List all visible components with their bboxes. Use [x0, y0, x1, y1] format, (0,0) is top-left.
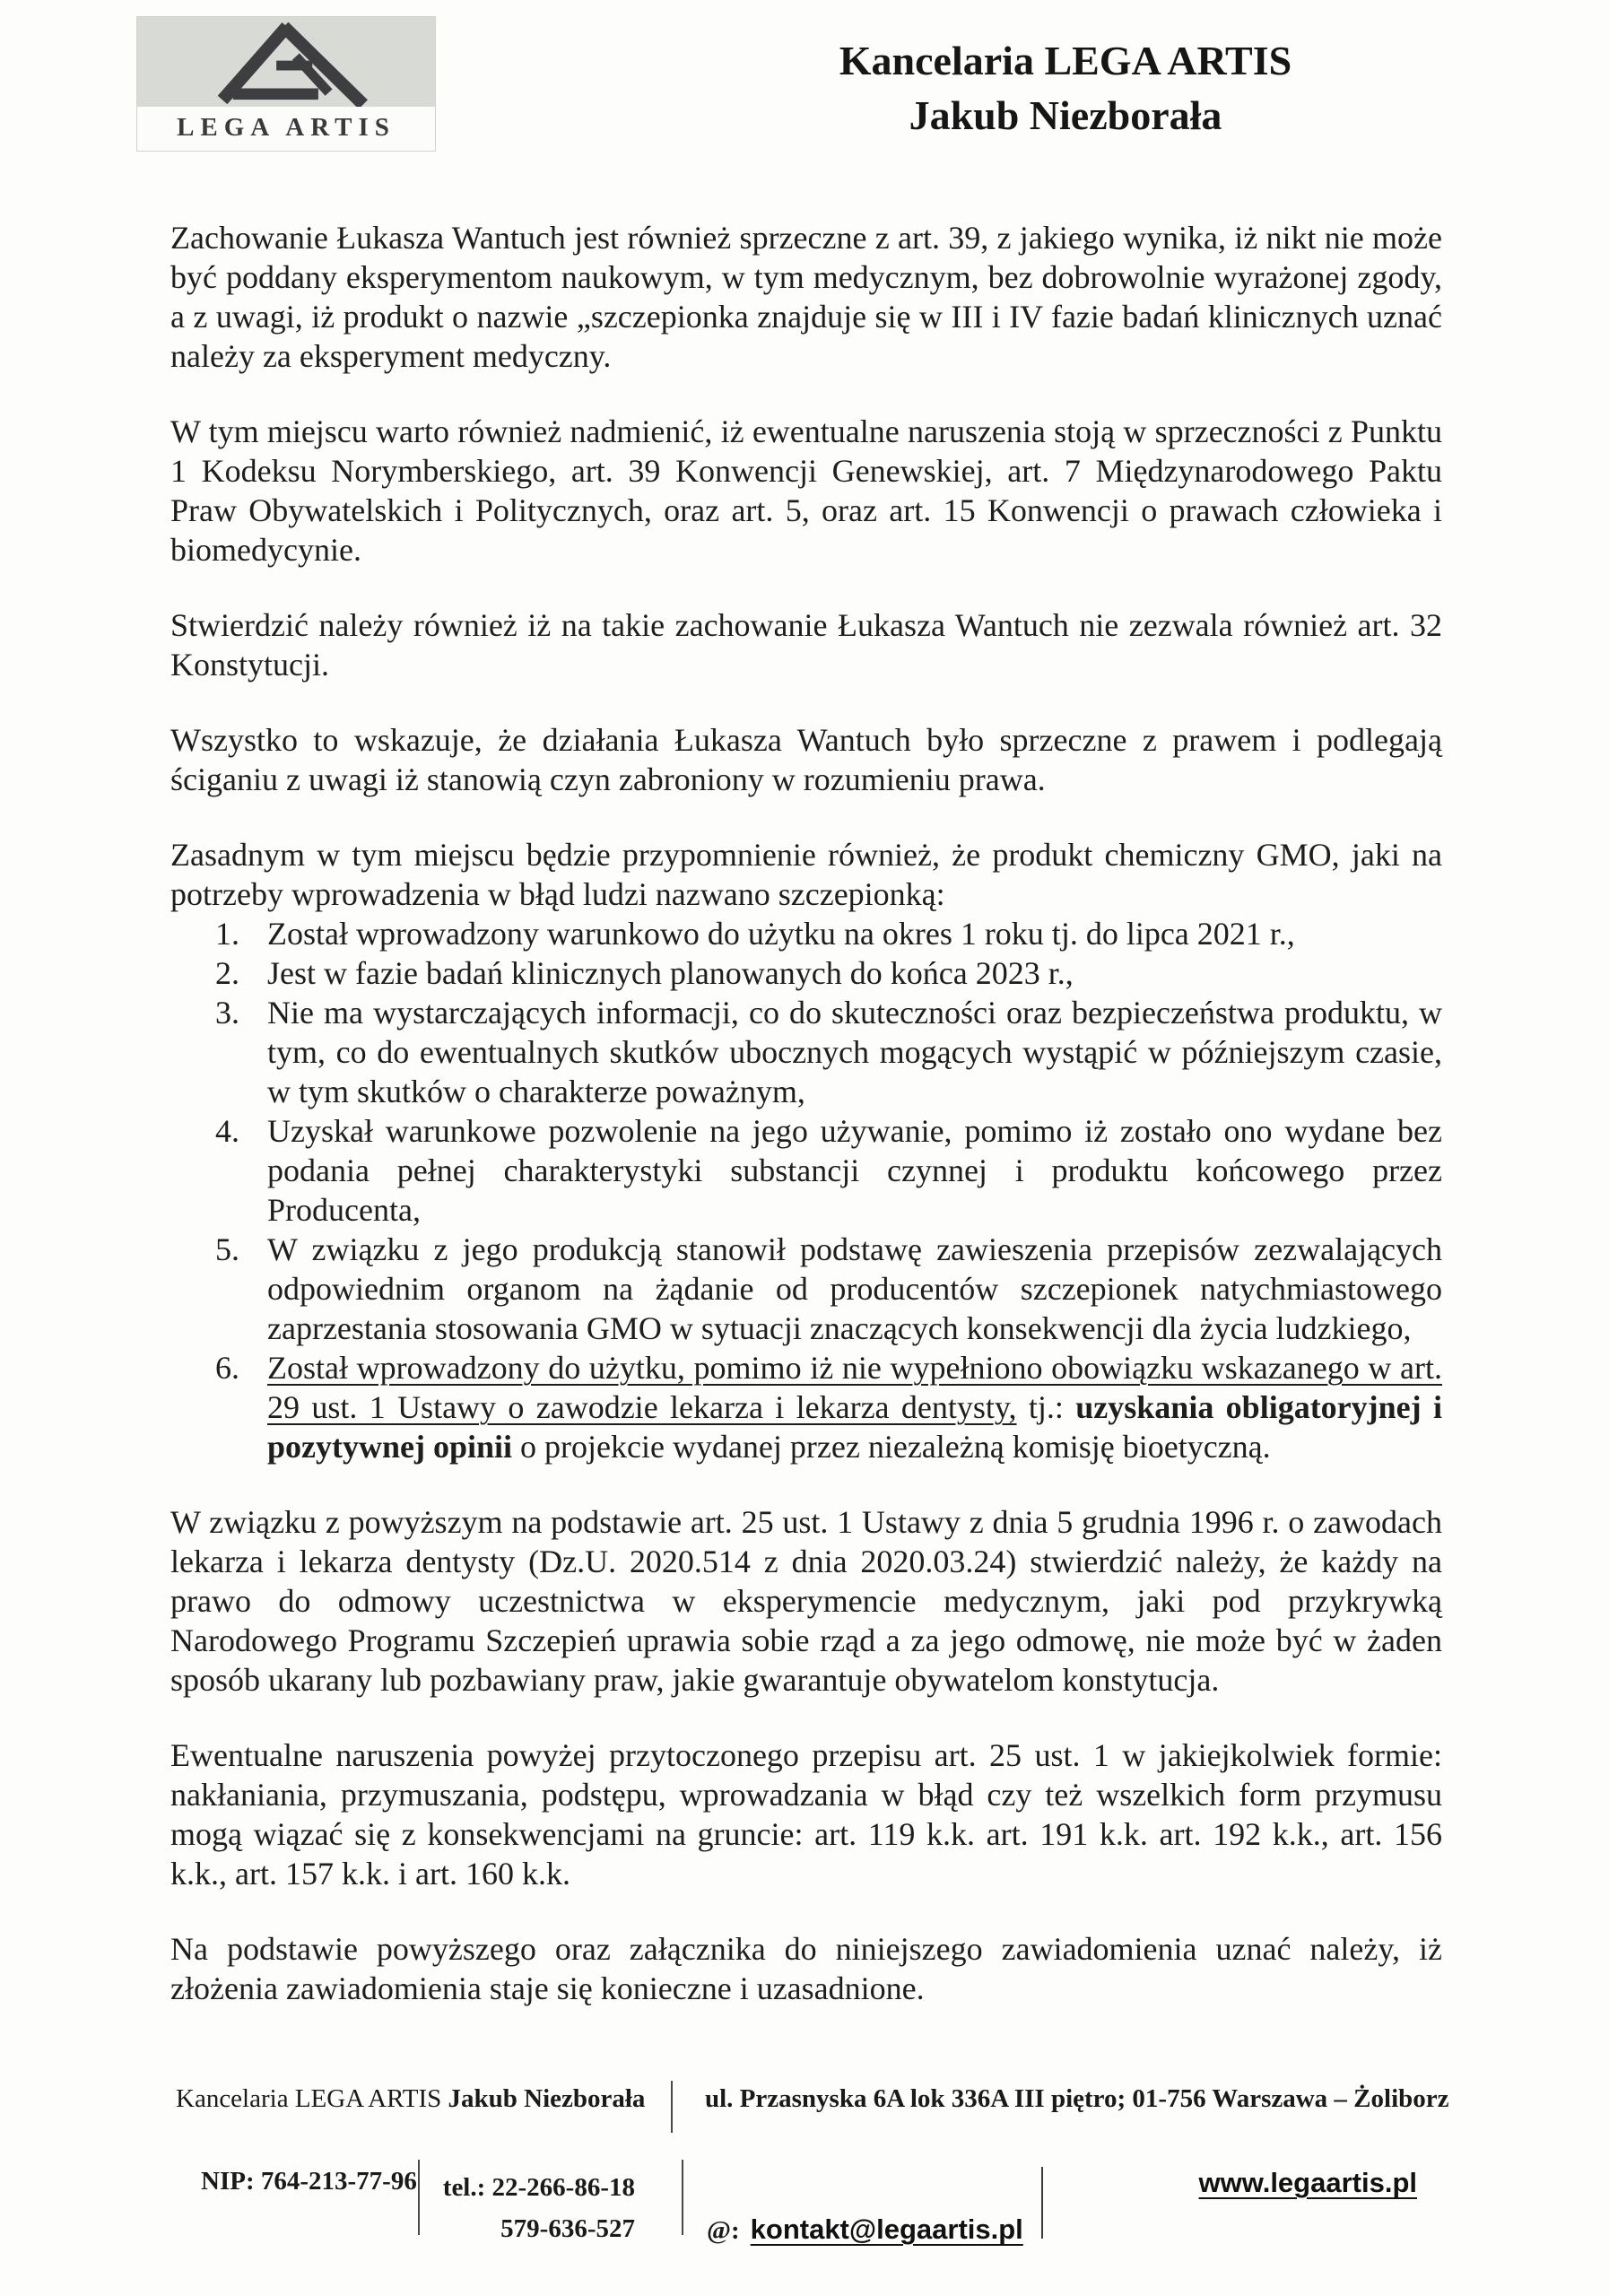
footer-email-block — [683, 2160, 1043, 2246]
list-text — [267, 1348, 1442, 1466]
triangle-logo-icon — [185, 21, 387, 107]
clause-connector: tj.: — [1016, 1389, 1076, 1425]
paragraph-2: W tym miejscu warto również nadmienić, iż ewentualne naruszenia stoją w sprzeczności z Punktu 1 Kodeksu Norymberskiego, art. 39 Konwencji Genewskiej, art. 7 Międzynarodowego Paktu Praw Obywatelskich i Politycznych, oraz art. 5, oraz art. 15 Konwencji o prawach człowieka i biomedycynie. — [170, 413, 1442, 568]
list-number: 3. — [215, 995, 239, 1031]
footer-phone-2: 579-636-527 — [500, 2214, 635, 2244]
footer-row-1 — [176, 2081, 1584, 2133]
lawyer-name: Jakub Niezborała — [909, 91, 1222, 138]
lega-artis-logo — [136, 16, 436, 152]
list-text: Jest w fazie badań klinicznych planowanych do końca 2023 r., — [267, 955, 1074, 991]
paragraph-4: Wszystko to wskazuje, że działania Łukasza Wantuch było sprzeczne z prawem i podlegają ściganiu z uwagi iż stanowią czyn zabroniony w rozumieniu prawa. — [170, 722, 1442, 797]
paragraph-7: Ewentualne naruszenia powyżej przytoczonego przepisu art. 25 ust. 1 w jakiejkolwiek formie: nakłaniania, przymuszania, podstępu, wprowadzania w błąd czy też wszelkich form przymusu mogą wiązać się z konsekwencjami na gruncie: art. 119 k.k. art. 191 k.k. art. 192 k.k., art. 156 k.k., art. 157 k.k. i art. 160 k.k. — [170, 1737, 1442, 1892]
footer-phone-1: tel.: 22-266-86-18 — [442, 2173, 635, 2202]
list-item-2 — [170, 953, 1442, 993]
list-item-4 — [170, 1111, 1442, 1230]
letter-footer — [176, 2081, 1584, 2250]
logo-wordmark: LEGA ARTIS — [137, 107, 435, 151]
letterhead-title — [436, 16, 1609, 143]
underlined-clause: Został wprowadzony do użytku, pomimo iż nie wypełniono obowiązku wskazanego w art. 29 ust. 1 Ustawy o zawodzie lekarza i lekarza dentysty, — [267, 1350, 1442, 1425]
footer-caret-line — [1041, 2167, 1043, 2239]
list-text: Uzyskał warunkowe pozwolenie na jego używanie, pomimo iż zostało ono wydane bez podania pełnej charakterystyki substancji czynnej i produktu końcowego przez Producenta, — [267, 1113, 1442, 1228]
list-number: 5. — [215, 1231, 239, 1267]
footer-address: ul. Przasnyska 6A lok 336A III piętro; 01-756 Warszawa – Żoliborz — [705, 2084, 1449, 2113]
website-link[interactable]: www.legaartis.pl — [1198, 2167, 1417, 2198]
paragraph-3: Stwierdzić należy również iż na takie zachowanie Łukasza Wantuch nie zezwala również art. 32 Konstytucji. — [170, 607, 1442, 683]
footer-row-2 — [176, 2160, 1584, 2250]
list-text: Został wprowadzony warunkowo do użytku na okres 1 roku tj. do lipca 2021 r., — [267, 916, 1295, 952]
footer-nip: NIP: 764-213-77-96 — [201, 2167, 417, 2196]
list-item-5 — [170, 1230, 1442, 1348]
email-link[interactable]: kontakt@legaartis.pl — [750, 2213, 1023, 2245]
footer-phones — [420, 2160, 682, 2250]
footer-firm-regular: Kancelaria LEGA ARTIS — [176, 2084, 442, 2113]
clause-tail: o projekcie wydanej przez niezależną komisję bioetyczną. — [512, 1429, 1271, 1465]
list-item-3 — [170, 993, 1442, 1111]
list-text: Nie ma wystarczających informacji, co do skuteczności oraz bezpieczeństwa produktu, w tym, co do ewentualnych skutków ubocznych mogących wystąpić w późniejszym czasie, w tym skutków o charakterze poważnym, — [267, 995, 1442, 1109]
letter-body — [170, 218, 1442, 2008]
firm-name: Kancelaria LEGA ARTIS — [839, 38, 1292, 83]
list-item-6 — [170, 1348, 1442, 1466]
list-number: 1. — [215, 916, 239, 952]
list-text: W związku z jego produkcją stanowił podstawę zawieszenia przepisów zezwalających odpowiednim organom na żądanie od producentów szczepionek natychmiastowego zaprzestania stosowania GMO w sytuacji znaczących konsekwencji dla życia ludzkiego, — [267, 1231, 1442, 1346]
letterhead — [0, 0, 1609, 152]
list-number: 4. — [215, 1113, 239, 1149]
list-number: 2. — [215, 955, 239, 991]
numbered-list — [170, 914, 1442, 1466]
paragraph-8: Na podstawie powyższego oraz załącznika do niniejszego zawiadomienia uznać należy, iż złożenia zawiadomienia staje się konieczne i uzasadnione. — [170, 1931, 1442, 2006]
logo-background — [137, 17, 435, 107]
email-at-label: @: — [707, 2216, 740, 2245]
list-item-1 — [170, 914, 1442, 953]
paragraph-5-intro: Zasadnym w tym miejscu będzie przypomnienie również, że produkt chemiczny GMO, jaki na potrzeby wprowadzenia w błąd ludzi nazwano szczepionką: — [170, 837, 1442, 912]
footer-firm-name — [176, 2081, 671, 2114]
bold-clause: uzyskania obligatoryjnej i pozytywnej opinii — [267, 1389, 1442, 1465]
list-number: 6. — [215, 1350, 239, 1386]
footer-firm-bold: Jakub Niezborała — [448, 2084, 646, 2113]
paragraph-1: Zachowanie Łukasza Wantuch jest również sprzeczne z art. 39, z jakiego wynika, iż nikt nie może być poddany eksperymentom naukowym, w tym medycznym, bez dobrowolnie wyrażonej zgody, a z uwagi, iż produkt o nazwie „szczepionka znajduje się w III i IV fazie badań klinicznych uznać należy za eksperyment medyczny. — [170, 220, 1442, 374]
paragraph-6: W związku z powyższym na podstawie art. 25 ust. 1 Ustawy z dnia 5 grudnia 1996 r. o zawodach lekarza i lekarza dentysty (Dz.U. 2020.514 z dnia 2020.03.24) stwierdzić należy, że każdy na prawo do odmowy uczestnictwa w eksperymencie medycznym, jaki pod przykrywką Narodowego Programu Szczepień uprawia sobie rząd a za jego odmowę, nie może być w żaden sposób ukarany lub pozbawiany praw, jakie gwarantuje obywatelom konstytucja. — [170, 1504, 1442, 1698]
